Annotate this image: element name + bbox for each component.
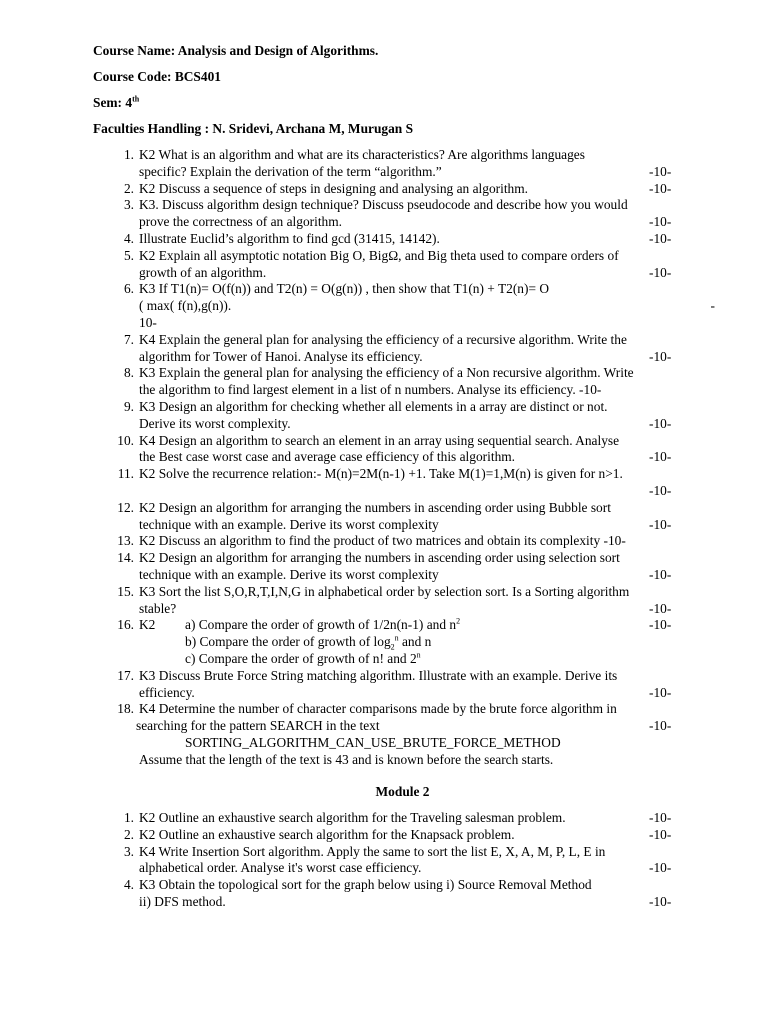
question-text [139,894,705,911]
question-number: 13. [117,533,134,549]
question-text [139,877,705,894]
question-text [139,701,705,718]
question-text [139,827,705,844]
question-item [0,533,705,550]
question-item [0,701,705,768]
question-line: prove the correctness of an algorithm. [139,214,343,230]
superscript: n [394,633,399,643]
question-text [139,533,705,550]
module2-title: Module 2 [375,784,430,799]
question-number: 18. [117,701,134,717]
question-item [0,877,705,911]
question-text [139,810,705,827]
question-text [139,147,705,164]
superscript: 2 [456,616,461,626]
question-line: K2 Discuss an algorithm to find the product of two matrices and obtain its complexity -10- [139,533,626,549]
question-number: 12. [117,499,134,515]
question-line: K4 Explain the general plan for analysing the efficiency of a recursive algorithm. Write the [139,331,627,347]
course-name: Course Name: Analysis and Design of Algorithms. [93,43,379,58]
question-number: 3. [123,843,134,859]
question-item [0,827,705,844]
question-marks: -10- [649,230,672,246]
question-marks: -10- [649,163,672,179]
question-text [139,634,705,651]
question-number: 4. [123,877,134,893]
question-marks: -10- [649,893,672,909]
question-marks: -10- [649,826,672,842]
question-text [139,214,705,231]
question-number: 7. [123,331,134,347]
question-line: growth of an algorithm. [139,264,267,280]
question-item [0,844,705,878]
question-text [139,685,705,702]
question-marks: -10- [649,516,672,532]
question-marks: -10- [649,348,672,364]
question-marks: -10- [649,180,672,196]
question-line: Assume that the length of the text is 43 and is known before the search starts. [139,751,554,767]
question-line: K2 Design an algorithm for arranging the numbers in ascending order using selection sort [139,550,620,566]
question-line: K2 Outline an exhaustive search algorithm for the Traveling salesman problem. [139,810,566,825]
question-line: efficiency. [139,684,195,700]
question-line: K3 If T1(n)= O(f(n)) and T2(n) = O(g(n)) , then show that T1(n) + T2(n)= O [139,281,550,297]
question-text [139,416,705,433]
question-line: K3 Explain the general plan for analysing the efficiency of a Non recursive algorithm. Write [139,365,634,381]
semester-label: Sem: 4 [93,95,133,110]
question-line: 10- [139,314,157,330]
question-line: the Best case worst case and average case efficiency of this algorithm. [139,449,516,465]
question-line: technique with an example. Derive its worst complexity [139,566,439,582]
question-line: K3 Sort the list S,O,R,T,I,N,G in alphabetical order by selection sort. Is a Sorting algorithm [139,583,630,599]
subscript: 2 [390,642,395,652]
question-text [139,248,705,265]
question-text [139,735,705,752]
question-item [0,617,705,667]
question-item [0,181,705,198]
question-item [0,810,705,827]
question-number: 14. [117,550,134,566]
question-line: K2 Outline an exhaustive search algorithm for the Knapsack problem. [139,826,515,842]
question-marks: -10- [649,214,672,230]
question-number: 3. [123,197,134,213]
question-text [139,382,705,399]
question-item [0,365,705,399]
question-text [139,332,705,349]
question-marks: -10- [649,449,672,465]
question-text [139,844,705,861]
question-text [139,315,705,332]
question-text [136,718,705,735]
superscript: n [416,650,421,660]
question-text [139,752,705,769]
question-marks: -10- [649,860,672,876]
question-marks: -10- [649,617,672,633]
question-text [139,365,705,382]
question-text [139,567,705,584]
question-text [139,601,705,618]
question-item [0,231,705,248]
question-line: alphabetical order. Analyse it's worst case efficiency. [139,860,422,876]
question-text [139,298,715,315]
question-text [139,617,705,634]
question-line: K2 What is an algorithm and what are its characteristics? Are algorithms languages [139,147,585,162]
module1-question-list [0,147,768,768]
question-marks: -10- [649,264,672,280]
question-line: technique with an example. Derive its worst complexity [139,516,439,532]
question-text [139,466,705,483]
question-item [0,248,705,282]
question-item [0,550,705,584]
question-item [0,147,705,181]
question-marks: -10- [649,600,672,616]
question-marks: -10- [649,566,672,582]
question-number: 17. [117,667,134,683]
course-code: Course Code: BCS401 [93,69,221,84]
question-number: 9. [123,398,134,414]
question-text [139,164,705,181]
question-line: c) Compare the order of growth of n! and 2 [185,650,417,666]
question-line: K2 Discuss a sequence of steps in designing and analysing an algorithm. [139,180,528,196]
question-number: 15. [117,583,134,599]
question-item [0,197,705,231]
question-text [139,584,705,601]
question-line: K3 Design an algorithm for checking whether all elements in a array are distinct or not. [139,398,608,414]
question-text [139,500,705,517]
question-line: specific? Explain the derivation of the term “algorithm.” [139,163,442,179]
question-line: Derive its worst complexity. [139,415,291,431]
question-text [139,281,705,298]
question-marks: -10- [649,718,672,734]
semester [93,95,139,111]
question-item [0,281,715,331]
question-line: K3. Discuss algorithm design technique? Discuss pseudocode and describe how you would [139,197,628,213]
question-line: a) Compare the order of growth of 1/2n(n-1) and n [185,617,457,633]
question-line: the algorithm to find largest element in a list of n numbers. Analyse its efficiency. -10- [139,382,602,398]
question-line: K4 Determine the number of character comparisons made by the brute force algorithm in [139,701,617,717]
question-number: 2. [123,180,134,196]
question-number: 11. [117,466,134,482]
question-text [139,860,705,877]
question-number: 1. [123,810,134,825]
question-text [139,231,705,248]
question-number: 2. [123,826,134,842]
question-item [0,500,705,534]
question-text [139,483,705,500]
question-text [139,399,705,416]
question-number: 16. [117,617,134,633]
question-text [139,668,705,685]
question-text [139,265,705,282]
question-line: and n [398,634,432,650]
question-marks: -10- [649,415,672,431]
question-number: 6. [123,281,134,297]
question-item [0,584,705,618]
question-line: ii) DFS method. [139,893,226,909]
question-marks: -10- [649,482,672,498]
question-text [139,517,705,534]
question-item [0,466,705,500]
question-number: 5. [123,247,134,263]
question-number: 4. [123,230,134,246]
question-item [0,332,705,366]
question-marks: -10- [649,810,672,825]
question-text [139,449,705,466]
faculties: Faculties Handling : N. Sridevi, Archana M, Murugan S [93,121,414,136]
question-line: searching for the pattern SEARCH in the text [136,718,380,734]
question-text [139,181,705,198]
question-line: K3 Discuss Brute Force String matching algorithm. Illustrate with an example. Derive its [139,667,618,683]
question-text [139,433,705,450]
question-marks: - [710,298,715,314]
question-text [139,349,705,366]
question-line: K3 Obtain the topological sort for the graph below using i) Source Removal Method [139,877,592,893]
question-item [0,668,705,702]
question-line: stable? [139,600,177,616]
question-level: K2 [139,617,156,633]
question-line: algorithm for Tower of Hanoi. Analyse its efficiency. [139,348,423,364]
question-line: K2 Design an algorithm for arranging the numbers in ascending order using Bubble sort [139,499,611,515]
question-number: 8. [123,365,134,381]
question-line: K4 Design an algorithm to search an element in an array using sequential search. Analyse [139,432,620,448]
question-item [0,399,705,433]
question-line: Illustrate Euclid’s algorithm to find gcd (31415, 14142). [139,230,440,246]
question-text [139,550,705,567]
question-marks: -10- [649,684,672,700]
semester-suffix: th [132,94,140,104]
question-line: K2 Solve the recurrence relation:- M(n)=2M(n-1) +1. Take M(1)=1,M(n) is given for n>1. [139,466,623,482]
question-line: ( max( f(n),g(n)). [139,298,232,314]
question-item [0,433,705,467]
question-text [139,197,705,214]
question-line: SORTING_ALGORITHM_CAN_USE_BRUTE_FORCE_METHOD [185,734,561,750]
question-number: 10. [117,432,134,448]
question-line: K2 Explain all asymptotic notation Big O, BigΩ, and Big theta used to compare orders of [139,247,619,263]
module2-question-list [0,810,768,911]
question-line: b) Compare the order of growth of log [185,634,391,650]
question-text [139,651,705,668]
question-line: K4 Write Insertion Sort algorithm. Apply the same to sort the list E, X, A, M, P, L, E in [139,843,606,859]
question-number: 1. [123,147,134,162]
